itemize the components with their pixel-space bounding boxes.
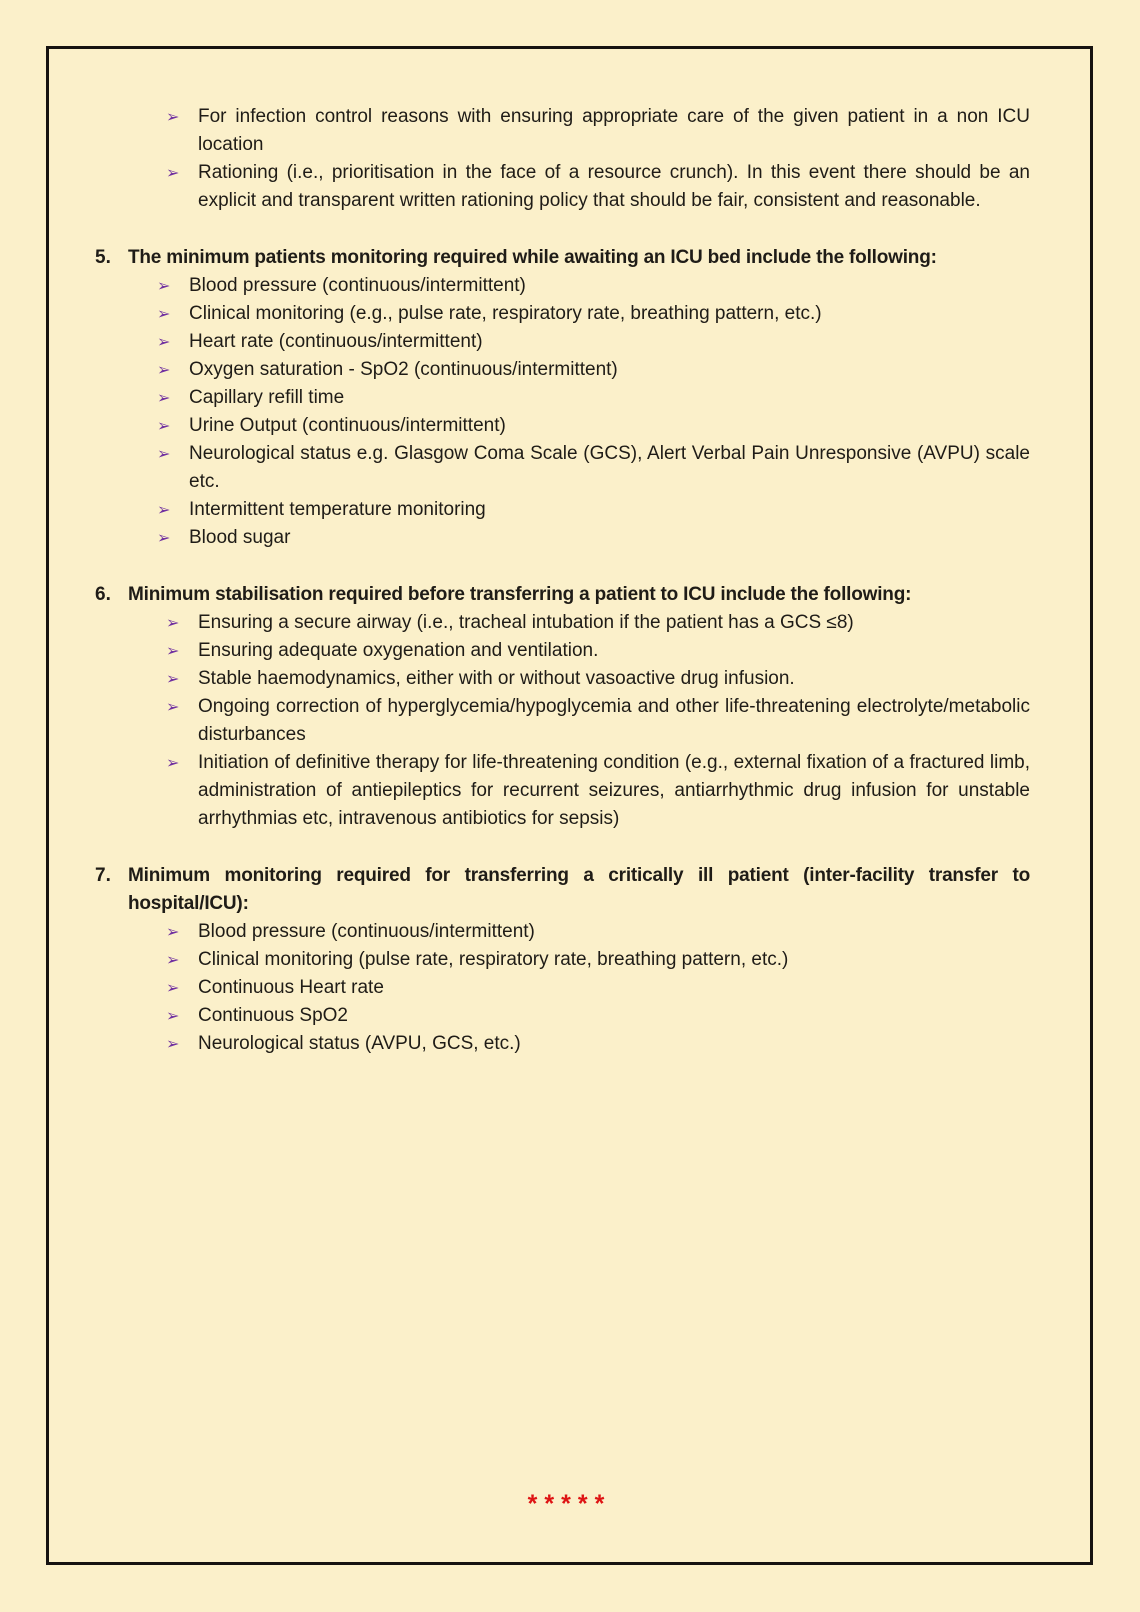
bullet-item: [95, 496, 1030, 524]
bullet-item: [95, 637, 1030, 665]
arrow-bullet-icon: ➢: [157, 528, 171, 547]
section-heading: [95, 581, 1030, 609]
arrow-bullet-icon: ➢: [157, 444, 171, 463]
arrow-bullet-icon: ➢: [166, 669, 180, 688]
arrow-bullet-icon: ➢: [166, 950, 180, 969]
bullet-item: [95, 300, 1030, 328]
bullet-item: [95, 665, 1030, 693]
bullet-text: Capillary refill time: [189, 387, 345, 408]
bullet-text: Continuous Heart rate: [198, 977, 384, 998]
intro-bullet-list: [95, 103, 1030, 215]
section-number: 7.: [95, 865, 111, 886]
bullet-item: [95, 749, 1030, 833]
bullet-text: Heart rate (continuous/intermittent): [189, 331, 483, 352]
arrow-bullet-icon: ➢: [166, 1006, 180, 1025]
bullet-item: [95, 384, 1030, 412]
section-heading: [95, 862, 1030, 918]
bullet-item: [95, 1030, 1030, 1058]
arrow-bullet-icon: ➢: [157, 332, 171, 351]
bullet-text: Clinical monitoring (e.g., pulse rate, respiratory rate, breathing pattern, etc.): [189, 303, 822, 324]
section-heading-text: The minimum patients monitoring required while awaiting an ICU bed include the following:: [128, 247, 937, 268]
bullet-item: [95, 1002, 1030, 1030]
bullet-text: Rationing (i.e., prioritisation in the face of a resource crunch). In this event there should be an explicit and transparent written rationing policy that should be fair, consistent and reasonable.: [198, 162, 1030, 211]
bullet-text: For infection control reasons with ensuring appropriate care of the given patient in a non ICU location: [198, 106, 1030, 155]
bullet-item: [95, 693, 1030, 749]
bullet-item: [95, 412, 1030, 440]
bullet-text: Blood pressure (continuous/intermittent): [189, 275, 526, 296]
section-number: 5.: [95, 247, 111, 268]
bullet-text: Neurological status (AVPU, GCS, etc.): [198, 1033, 521, 1054]
bullet-text: Ensuring adequate oxygenation and ventilation.: [198, 640, 599, 661]
bullet-text: Initiation of definitive therapy for life-threatening condition (e.g., external fixation of a fractured limb, administration of antiepileptics for recurrent seizures, antiarrhythmic drug infusion for unstable arrhythmias etc, intravenous antibiotics for sepsis): [198, 752, 1030, 829]
page-content: [49, 49, 1090, 1562]
bullet-text: Blood sugar: [189, 527, 291, 548]
arrow-bullet-icon: ➢: [166, 613, 180, 632]
arrow-bullet-icon: ➢: [157, 416, 171, 435]
arrow-bullet-icon: ➢: [157, 276, 171, 295]
section-number: 6.: [95, 584, 111, 605]
arrow-bullet-icon: ➢: [157, 304, 171, 323]
arrow-bullet-icon: ➢: [157, 360, 171, 379]
section-5: [95, 244, 1030, 552]
arrow-bullet-icon: ➢: [166, 107, 180, 126]
section-bullet-list: [95, 272, 1030, 552]
bullet-text: Ongoing correction of hyperglycemia/hypoglycemia and other life-threatening electrolyte/metabolic disturbances: [198, 696, 1030, 745]
section-7: [95, 862, 1030, 1058]
sections-container: [95, 244, 1030, 1058]
bullet-text: Oxygen saturation - SpO2 (continuous/intermittent): [189, 359, 618, 380]
arrow-bullet-icon: ➢: [157, 388, 171, 407]
bullet-item: [95, 946, 1030, 974]
bullet-text: Urine Output (continuous/intermittent): [189, 415, 506, 436]
page-border-frame: [46, 46, 1093, 1565]
bullet-item: [95, 524, 1030, 552]
bullet-text: Intermittent temperature monitoring: [189, 499, 486, 520]
end-of-document-marker: *****: [527, 1490, 612, 1518]
bullet-item: [95, 356, 1030, 384]
bullet-text: Continuous SpO2: [198, 1005, 348, 1026]
section-heading-text: Minimum stabilisation required before transferring a patient to ICU include the following:: [128, 584, 912, 605]
bullet-item: [95, 440, 1030, 496]
arrow-bullet-icon: ➢: [166, 978, 180, 997]
bullet-item: [95, 159, 1030, 215]
bullet-text: Blood pressure (continuous/intermittent): [198, 921, 535, 942]
bullet-text: Ensuring a secure airway (i.e., tracheal intubation if the patient has a GCS ≤8): [198, 612, 854, 633]
section-heading-text: Minimum monitoring required for transferring a critically ill patient (inter-facility transfer to hospital/ICU):: [128, 865, 1030, 914]
arrow-bullet-icon: ➢: [166, 163, 180, 182]
arrow-bullet-icon: ➢: [166, 697, 180, 716]
bullet-text: Neurological status e.g. Glasgow Coma Scale (GCS), Alert Verbal Pain Unresponsive (AVPU) scale etc.: [189, 443, 1030, 492]
bullet-text: Stable haemodynamics, either with or without vasoactive drug infusion.: [198, 668, 795, 689]
section-heading: [95, 244, 1030, 272]
bullet-item: [95, 103, 1030, 159]
arrow-bullet-icon: ➢: [166, 641, 180, 660]
bullet-item: [95, 328, 1030, 356]
section-6: [95, 581, 1030, 833]
section-bullet-list: [95, 918, 1030, 1058]
section-bullet-list: [95, 609, 1030, 833]
bullet-item: [95, 918, 1030, 946]
bullet-item: [95, 609, 1030, 637]
bullet-text: Clinical monitoring (pulse rate, respiratory rate, breathing pattern, etc.): [198, 949, 789, 970]
arrow-bullet-icon: ➢: [157, 500, 171, 519]
bullet-item: [95, 974, 1030, 1002]
arrow-bullet-icon: ➢: [166, 753, 180, 772]
arrow-bullet-icon: ➢: [166, 922, 180, 941]
arrow-bullet-icon: ➢: [166, 1034, 180, 1053]
bullet-item: [95, 272, 1030, 300]
